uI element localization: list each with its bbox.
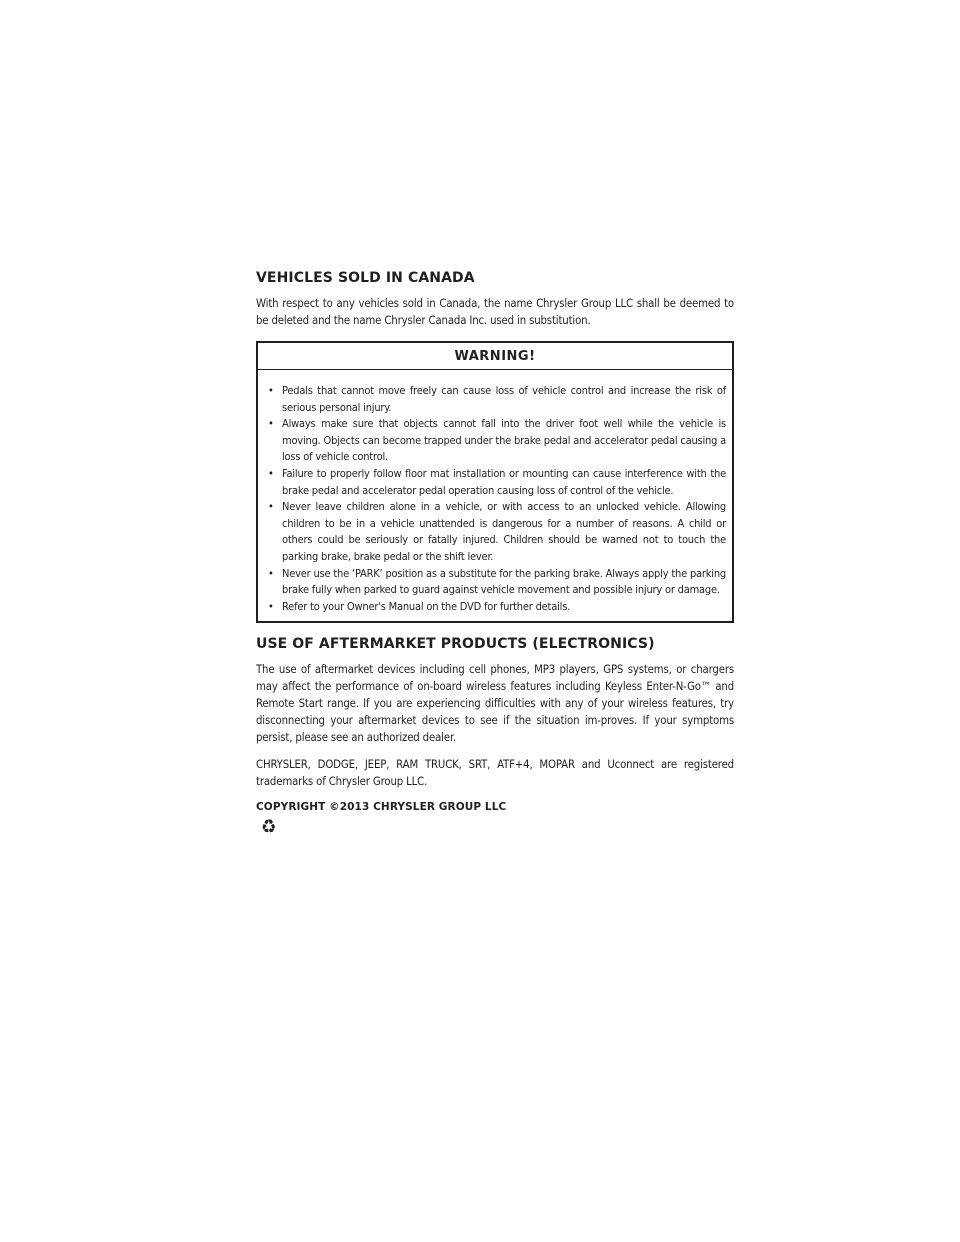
canada-paragraph: With respect to any vehicles sold in Canada, the name Chrysler Group LLC shall be deemed to be deleted and the name Chrysler Canada Inc. used in substitution. (256, 297, 734, 327)
warning-item-text: Pedals that cannot move freely can cause loss of vehicle control and increase the risk of serious personal injury. (282, 384, 726, 414)
trademark-paragraph: CHRYSLER, DODGE, JEEP, RAM TRUCK, SRT, ATF+4, MOPAR and Uconnect are registered trademarks of Chrysler Group LLC. (256, 758, 734, 789)
section-heading-aftermarket: USE OF AFTERMARKET PRODUCTS (ELECTRONICS) (256, 636, 655, 653)
warning-item-text: Refer to your Owner's Manual on the DVD for further details. (282, 599, 571, 613)
bullet: • (268, 599, 274, 613)
warning-item-text: Always make sure that objects cannot fall into the driver foot well while the vehicle is moving. Objects can become trapped under the brake pedal and accelerator pedal causing a loss of vehicle control. (282, 417, 726, 464)
warning-list (258, 370, 732, 621)
bullet: • (268, 566, 274, 580)
bullet: • (268, 417, 274, 431)
warning-item (264, 599, 726, 616)
warning-title: WARNING! (258, 343, 732, 370)
bullet: • (268, 500, 274, 514)
section-heading-canada: VEHICLES SOLD IN CANADA (256, 270, 475, 286)
warning-item-text: Failure to properly follow floor mat installation or mounting can cause interference with the brake pedal and accelerator pedal operation causing loss of control of the vehicle. (282, 466, 726, 497)
warning-item (264, 383, 726, 416)
warning-item (264, 566, 726, 599)
warning-item-text: Never use the ‘PARK’ position as a substitute for the parking brake. Always apply the parking brake fully when parked to guard against vehicle movement and possible injury or damage. (282, 566, 726, 597)
warning-box (256, 341, 734, 623)
warning-item (264, 416, 726, 466)
recycle-icon: ♻ (261, 816, 277, 839)
bullet: • (268, 466, 274, 480)
bullet: • (268, 384, 274, 397)
aftermarket-paragraph: The use of aftermarket devices including cell phones, MP3 players, GPS systems, or chargers may affect the performance of on-board wireless features including Keyless Enter-N-Go™ and Remote Start range. If you are experiencing difficulties with any of your wireless features, try disconnecting your aftermarket devices to see if the situation im-proves. If your symptoms persist, please see an authorized dealer. (256, 663, 734, 745)
copyright-notice: COPYRIGHT ©2013 CHRYSLER GROUP LLC (256, 801, 507, 814)
warning-item-text: Never leave children alone in a vehicle, or with access to an unlocked vehicle. Allowing children to be in a vehicle unattended is dangerous for a number of reasons. A child or others could be seriously or fatally injured. Children should be warned not to touch the parking brake, brake pedal or the shift lever. (282, 500, 726, 563)
manual-page (256, 270, 734, 837)
warning-item (264, 499, 726, 565)
warning-item (264, 466, 726, 499)
